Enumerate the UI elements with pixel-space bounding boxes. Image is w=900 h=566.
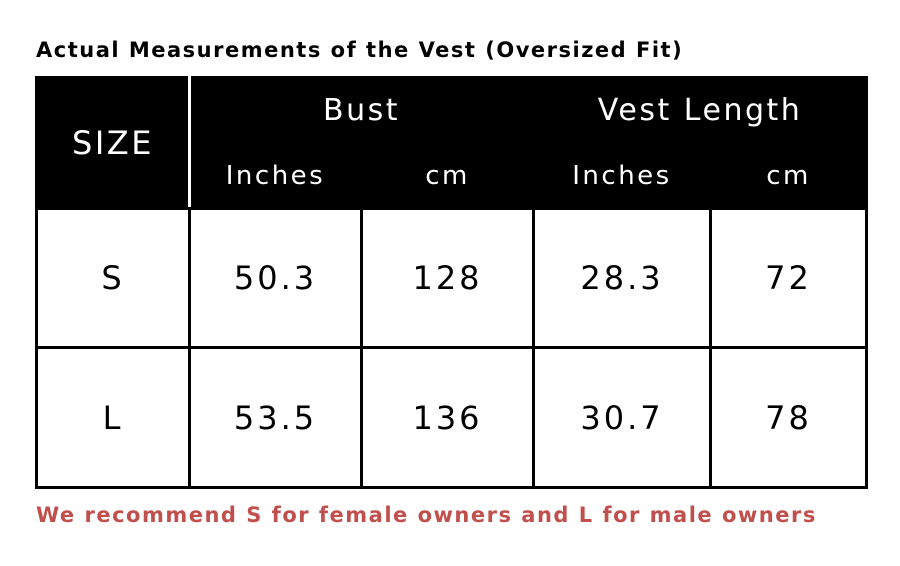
size-header: SIZE — [37, 78, 190, 209]
length-inches-cell: 30.7 — [534, 348, 711, 488]
length-inches-cell: 28.3 — [534, 209, 711, 348]
recommendation-note: We recommend S for female owners and L for male owners — [36, 503, 817, 527]
bust-cm-cell: 128 — [362, 209, 534, 348]
bust-header: Bust — [190, 78, 534, 143]
length-cm-cell: 78 — [711, 348, 867, 488]
length-inches-header: Inches — [534, 143, 711, 209]
bust-inches-header: Inches — [190, 143, 362, 209]
bust-inches-cell: 50.3 — [190, 209, 362, 348]
vest-length-header: Vest Length — [534, 78, 867, 143]
header-row-groups — [37, 78, 867, 143]
table-row — [37, 348, 867, 488]
page-title: Actual Measurements of the Vest (Oversized Fit) — [36, 38, 684, 62]
length-cm-cell: 72 — [711, 209, 867, 348]
table-row — [37, 209, 867, 348]
size-chart-table — [35, 76, 868, 489]
bust-cm-header: cm — [362, 143, 534, 209]
size-cell: L — [37, 348, 190, 488]
bust-cm-cell: 136 — [362, 348, 534, 488]
size-cell: S — [37, 209, 190, 348]
length-cm-header: cm — [711, 143, 867, 209]
bust-inches-cell: 53.5 — [190, 348, 362, 488]
